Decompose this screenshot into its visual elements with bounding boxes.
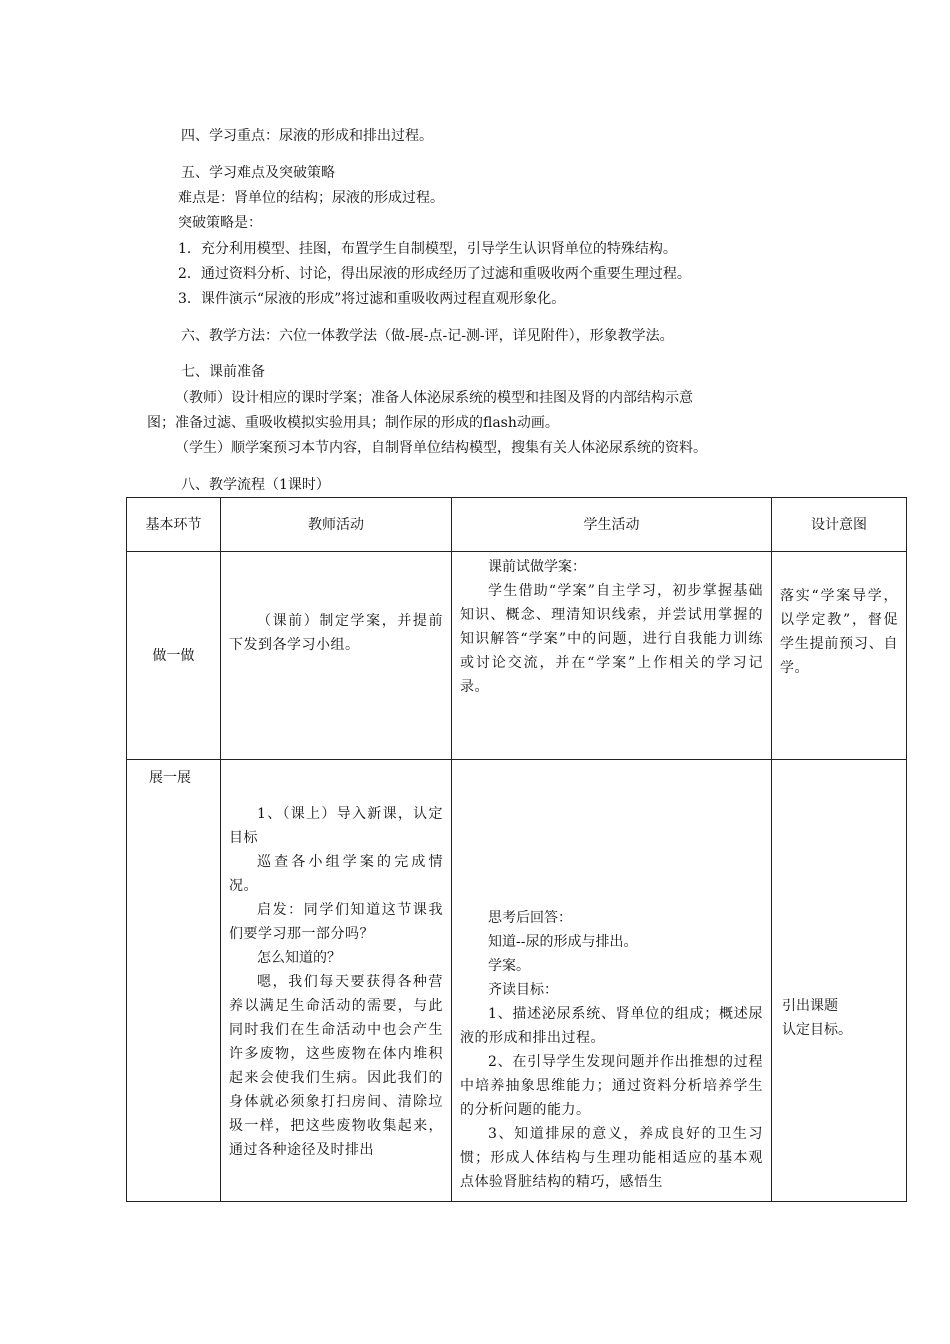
teaching-flow-table xyxy=(126,497,907,1202)
section-6-teaching-methods: 六、教学方法：六位一体教学法（做-展-点-记-测-评，详见附件），形象教学法。 xyxy=(181,328,674,344)
section-7-student-prep: （学生）顺学案预习本节内容，自制肾单位结构模型，搜集有关人体泌尿系统的资料。 xyxy=(175,440,707,456)
row1-intent xyxy=(772,552,907,760)
row2-student xyxy=(452,760,772,1202)
teacher-activity-text: 嗯，我们每天要获得各种营养以满足生命活动的需要，与此同时我们在生命活动中也会产生许多废物，这些废物在体内堆积起来会使我们生病。因此我们的身体就必须象打扫房间、清除垃圾一样，把这些废物收集起来，通过各种途径及时排出 xyxy=(229,974,443,1158)
student-activity-text: 课前试做学案： xyxy=(488,559,586,575)
section-8-title: 八、教学流程（1课时） xyxy=(181,477,330,493)
header-student-activity: 学生活动 xyxy=(452,498,772,552)
row2-stage xyxy=(127,760,221,1202)
design-intent-text: 引出课题 xyxy=(782,998,838,1014)
table-row xyxy=(127,760,907,1202)
section-5-strategy-item: 1．充分利用模型、挂图，布置学生自制模型，引导学生认识肾单位的特殊结构。 xyxy=(178,241,677,257)
student-activity-text: 2、在引导学生发现问题并作出推想的过程中培养抽象思维能力；通过资料分析培养学生的分析问题的能力。 xyxy=(460,1054,763,1118)
row1-stage xyxy=(127,552,221,760)
stage-label: 做一做 xyxy=(152,647,195,664)
student-activity-text: 3、知道排尿的意义，养成良好的卫生习惯；形成人体结构与生理功能相适应的基本观点体验肾脏结构的精巧，感悟生 xyxy=(460,1126,763,1190)
row2-teacher xyxy=(221,760,452,1202)
row1-teacher xyxy=(221,552,452,760)
design-intent-text: 认定目标。 xyxy=(782,1022,852,1038)
section-5-title: 五、学习难点及突破策略 xyxy=(181,165,335,181)
teacher-activity-text: 怎么知道的？ xyxy=(257,950,341,966)
section-7-title: 七、课前准备 xyxy=(181,364,265,380)
teacher-activity-text: （课前）制定学案，并提前下发到各学习小组。 xyxy=(229,613,443,653)
student-activity-text: 学生借助“学案”自主学习，初步掌握基础知识、概念、理清知识线索，并尝试用掌握的知识解答“学案”中的问题，进行自我能力训练或讨论交流，并在“学案”上作相关的学习记录。 xyxy=(460,583,763,695)
student-activity-text: 思考后回答： xyxy=(488,910,572,926)
table-header-row xyxy=(127,498,907,552)
table-row xyxy=(127,552,907,760)
section-5-strategy-item: 3．课件演示“尿液的形成”将过滤和重吸收两过程直观形象化。 xyxy=(178,291,566,307)
section-5-strategy-item: 2．通过资料分析、讨论，得出尿液的形成经历了过滤和重吸收两个重要生理过程。 xyxy=(178,266,691,282)
teacher-activity-text: 巡查各小组学案的完成情况。 xyxy=(229,854,443,894)
header-design-intent: 设计意图 xyxy=(772,498,907,552)
header-teacher-activity: 教师活动 xyxy=(221,498,452,552)
teacher-activity-text: 1、（课上）导入新课，认定目标 xyxy=(229,806,443,846)
row2-intent xyxy=(772,760,907,1202)
student-activity-text: 1、描述泌尿系统、肾单位的组成；概述尿液的形成和排出过程。 xyxy=(460,1006,763,1046)
header-stage: 基本环节 xyxy=(127,498,221,552)
section-5-difficulty: 难点是：肾单位的结构；尿液的形成过程。 xyxy=(178,190,444,206)
teacher-activity-text: 启发：同学们知道这节课我们要学习那一部分吗？ xyxy=(229,902,443,942)
section-4-key-points: 四、学习重点：尿液的形成和排出过程。 xyxy=(181,128,433,144)
student-activity-text: 学案。 xyxy=(488,958,530,974)
row1-student xyxy=(452,552,772,760)
student-activity-text: 齐读目标： xyxy=(488,982,558,998)
design-intent-text: 落实“学案导学，以学定教”，督促学生提前预习、自学。 xyxy=(780,588,898,676)
section-7-teacher-prep-cont: 图；准备过滤、重吸收模拟实验用具；制作尿的形成的flash动画。 xyxy=(147,415,559,431)
section-7-teacher-prep: （教师）设计相应的课时学案；准备人体泌尿系统的模型和挂图及肾的内部结构示意 xyxy=(175,390,693,406)
student-activity-text: 知道--尿的形成与排出。 xyxy=(488,934,638,950)
stage-label: 展一展 xyxy=(149,770,191,786)
section-5-strategy-label: 突破策略是： xyxy=(178,215,262,231)
